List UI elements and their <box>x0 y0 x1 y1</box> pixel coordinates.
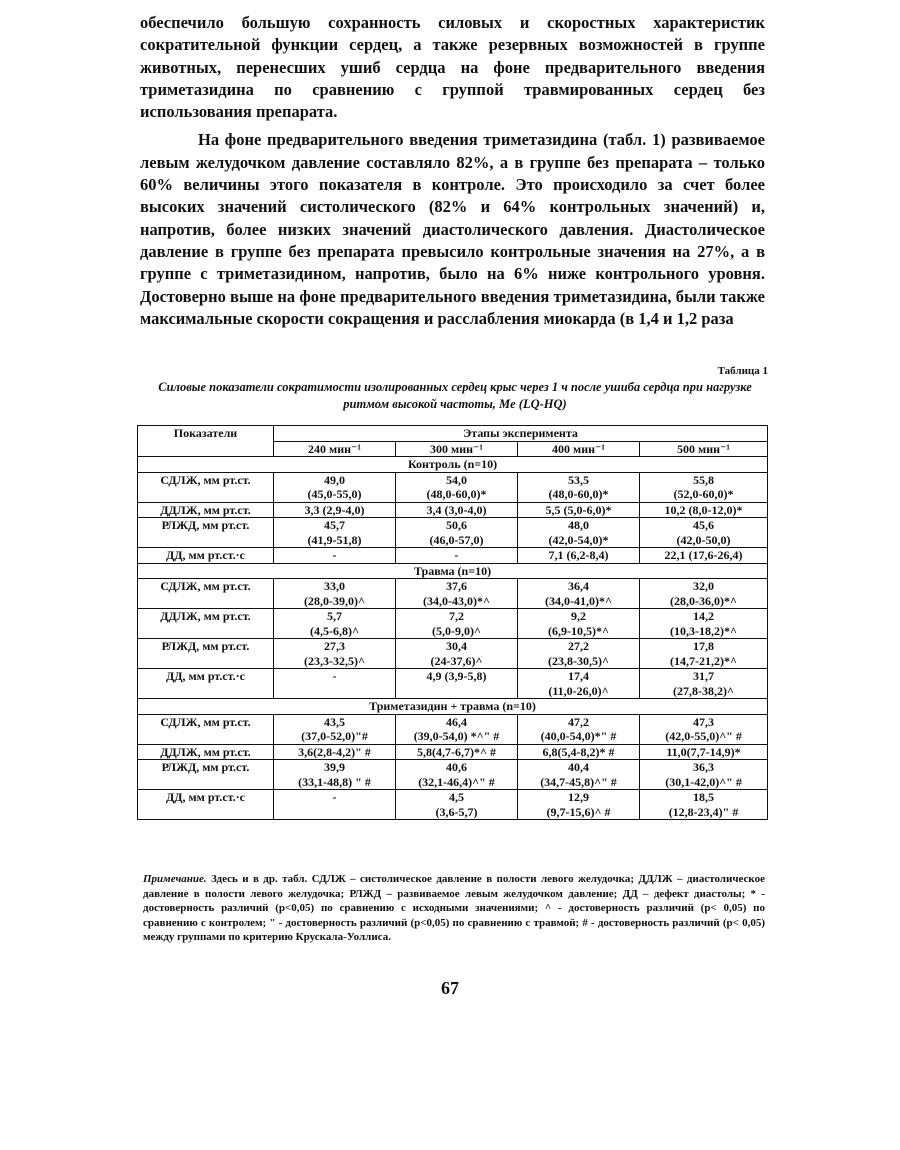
cell-value: 36,3 <box>693 760 715 774</box>
table-cell <box>274 472 396 502</box>
cell-value: 9,2 <box>571 609 586 623</box>
cell-value: 3,6(2,8-4,2)" # <box>298 744 371 759</box>
cell-value: 4,5 <box>449 790 464 804</box>
row-param: СДЛЖ, мм рт.ст. <box>138 714 274 744</box>
table-row <box>138 548 768 564</box>
table-cell <box>274 760 396 790</box>
cell-value: 27,2 <box>568 639 589 653</box>
note-text: Здесь и в др. табл. СДЛЖ – систолическое давление в полости левого желудочка; ДДЛЖ – диастолическое давление в полости левого желудочка; РЛЖД – развиваемое левым желудочком давление; ДД – дефект диастолы; * - достоверность различий (p<0,05) по сравнению с исходными значениями; ^ - достоверность различий (p< 0,05) по сравнению с контролем; " - достоверность различий (p<0,05) по сравнению с травмой; # - достоверность различий (p< 0,05) между группами по критерию Крускала-Уоллиса. <box>143 873 765 943</box>
group-row <box>138 563 768 579</box>
cell-value: 54,0 <box>446 472 467 487</box>
cell-value: 40,6 <box>446 760 467 774</box>
table-cell <box>274 548 396 564</box>
table-cell <box>274 790 396 820</box>
cell-range: (39,0-54,0) *^" # <box>413 729 500 743</box>
cell-value: 5,7 <box>327 609 342 623</box>
cell-range: (9,7-15,6)^ # <box>546 804 611 819</box>
cell-range: (6,9-10,5)*^ <box>548 623 609 638</box>
cell-value: 36,4 <box>568 579 589 593</box>
table-cell <box>396 579 518 609</box>
table-cell <box>640 518 768 548</box>
cell-range: (41,9-51,8) <box>307 532 362 547</box>
table-cell <box>640 502 768 518</box>
table-cell <box>396 744 518 760</box>
cell-value: 49,0 <box>324 472 345 487</box>
cell-value: 5,5 (5,0-6,0)* <box>545 502 612 517</box>
data-table <box>137 425 768 820</box>
cell-value: - <box>332 669 337 683</box>
table-cell <box>396 548 518 564</box>
table-cell <box>640 609 768 639</box>
table-row <box>138 472 768 502</box>
table-note <box>143 872 765 945</box>
cell-value: - <box>332 548 337 562</box>
table-cell <box>640 714 768 744</box>
cell-range: (52,0-60,0)* <box>673 487 734 501</box>
row-param: СДЛЖ, мм рт.ст. <box>138 579 274 609</box>
header-stages: Этапы эксперимента <box>274 426 768 442</box>
cell-range: (30,1-42,0)^" # <box>665 774 742 789</box>
group-row <box>138 699 768 715</box>
table-caption: Силовые показатели сократимости изолированных сердец крыс через 1 ч после ушиба сердца при нагрузке ритмом высокой частоты, Me (LQ-HQ) <box>158 380 752 411</box>
row-param: ДД, мм рт.ст.·с <box>138 790 274 820</box>
group-row <box>138 457 768 473</box>
cell-value: 3,3 (2,9-4,0) <box>304 502 365 517</box>
cell-value: 12,9 <box>568 790 589 804</box>
table-cell <box>518 639 640 669</box>
table-number: Таблица 1 <box>717 365 768 377</box>
table-cell <box>396 518 518 548</box>
cell-value: 30,4 <box>446 639 467 653</box>
cell-value: - <box>332 790 337 804</box>
cell-value: - <box>454 548 459 562</box>
row-param: ДДЛЖ, мм рт.ст. <box>138 744 274 760</box>
table-cell <box>518 790 640 820</box>
cell-value: 17,4 <box>568 669 589 683</box>
group-title: Триметазидин + травма (n=10) <box>138 699 768 715</box>
table-cell <box>396 472 518 502</box>
cell-range: (45,0-55,0) <box>307 487 362 501</box>
row-param: РЛЖД, мм рт.ст. <box>138 518 274 548</box>
table-cell <box>518 502 640 518</box>
table-cell <box>518 609 640 639</box>
cell-range: (5,0-9,0)^ <box>432 623 481 638</box>
table-cell <box>518 760 640 790</box>
cell-value: 47,2 <box>568 714 589 729</box>
cell-value: 33,0 <box>324 579 345 593</box>
cell-value: 48,0 <box>568 518 589 532</box>
table-cell <box>518 579 640 609</box>
cell-range: (42,0-55,0)^" # <box>665 729 742 743</box>
table-body <box>138 457 768 820</box>
table-cell <box>518 548 640 564</box>
cell-range: (24-37,6)^ <box>430 653 483 668</box>
cell-range: (10,3-18,2)*^ <box>670 623 737 638</box>
table-cell <box>274 714 396 744</box>
note-lead: Примечание. <box>143 873 207 885</box>
cell-range: (28,0-36,0)*^ <box>670 593 737 608</box>
table-row <box>138 744 768 760</box>
row-param: ДДЛЖ, мм рт.ст. <box>138 609 274 639</box>
row-param: ДД, мм рт.ст.·с <box>138 548 274 564</box>
table-row <box>138 714 768 744</box>
row-param: СДЛЖ, мм рт.ст. <box>138 472 274 502</box>
table-cell <box>396 669 518 699</box>
cell-value: 17,8 <box>693 639 715 653</box>
table-row <box>138 669 768 699</box>
cell-value: 7,1 (6,2-8,4) <box>548 548 609 562</box>
cell-value: 18,5 <box>693 790 715 804</box>
table-cell <box>396 609 518 639</box>
cell-value: 22,1 (17,6-26,4) <box>664 548 743 562</box>
table-cell <box>518 472 640 502</box>
cell-value: 43,5 <box>324 714 345 729</box>
cell-range: (3,6-5,7) <box>435 804 478 819</box>
table-cell <box>640 579 768 609</box>
table-cell <box>396 790 518 820</box>
cell-range: (11,0-26,0)^ <box>548 683 609 698</box>
cell-value: 53,5 <box>568 472 589 487</box>
cell-range: (23,8-30,5)^ <box>548 653 609 668</box>
cell-range: (23,3-32,5)^ <box>304 653 365 668</box>
table-cell <box>518 669 640 699</box>
row-param: РЛЖД, мм рт.ст. <box>138 760 274 790</box>
table-cell <box>396 639 518 669</box>
table-cell <box>274 669 396 699</box>
stage-240: 240 мин⁻¹ <box>274 441 396 457</box>
table-cell <box>274 639 396 669</box>
table-cell <box>274 744 396 760</box>
cell-range: (42,0-50,0) <box>676 532 731 547</box>
table-cell <box>396 502 518 518</box>
stage-500: 500 мин⁻¹ <box>640 441 768 457</box>
table-cell <box>640 744 768 760</box>
table-cell <box>640 639 768 669</box>
cell-value: 7,2 <box>449 609 464 623</box>
table-cell <box>518 714 640 744</box>
stage-300: 300 мин⁻¹ <box>396 441 518 457</box>
cell-value: 45,7 <box>324 518 345 532</box>
table-cell <box>640 472 768 502</box>
cell-range: (4,5-6,8)^ <box>310 623 359 638</box>
cell-range: (42,0-54,0)* <box>548 532 609 547</box>
paragraph-2: На фоне предварительного введения триметазидина (табл. 1) развиваемое левым желудочком давление составляло 82%, а в группе без препарата – только 60% величины этого показателя в контроле. Это происходило за счет более высоких значений систолического (82% и 64% контрольных значений) и, напротив, более низких значений диастолического давления. Диастолическое давление в группе без препарата превысило контрольные значения на 27%, а в группе с триметазидином, напротив, было на 6% ниже контрольного уровня. Достоверно выше на фоне предварительного введения триметазидина, были также максимальные скорости сокращения и расслабления миокарда (в 1,4 и 1,2 раза <box>140 130 765 328</box>
cell-value: 45,6 <box>693 518 715 532</box>
cell-range: (34,0-43,0)*^ <box>423 593 490 608</box>
cell-range: (37,0-52,0)"# <box>301 729 368 743</box>
table-cell <box>274 579 396 609</box>
cell-range: (12,8-23,4)" # <box>668 804 739 819</box>
paragraph-1: обеспечило большую сохранность силовых и скоростных характеристик сократительной функции сердец, а также резервных возможностей в группе животных, перенесших ушиб сердца на фоне предварительного введения триметазидина по сравнению с группой травмированных сердец без использования препарата. <box>140 13 765 122</box>
cell-value: 27,3 <box>324 639 345 653</box>
cell-value: 55,8 <box>693 472 715 487</box>
cell-range: (40,0-54,0)*" # <box>540 729 617 743</box>
table-cell <box>274 502 396 518</box>
cell-value: 14,2 <box>693 609 715 623</box>
stage-400: 400 мин⁻¹ <box>518 441 640 457</box>
cell-value: 4,9 (3,9-5,8) <box>426 669 487 683</box>
table-cell <box>396 714 518 744</box>
cell-value: 31,7 <box>693 669 715 683</box>
table-cell <box>640 548 768 564</box>
table-cell <box>640 790 768 820</box>
cell-value: 6,8(5,4-8,2)* # <box>542 744 615 759</box>
cell-value: 11,0(7,7-14,9)* <box>666 744 741 759</box>
cell-range: (34,7-45,8)^" # <box>540 774 617 789</box>
table-cell <box>274 609 396 639</box>
cell-value: 3,4 (3,0-4,0) <box>426 502 487 517</box>
table-row <box>138 502 768 518</box>
cell-range: (32,1-46,4)^" # <box>418 774 495 789</box>
cell-range: (46,0-57,0) <box>429 532 484 547</box>
cell-value: 5,8(4,7-6,7)*^ # <box>417 744 496 759</box>
table-cell <box>518 744 640 760</box>
table-row <box>138 518 768 548</box>
cell-value: 10,2 (8,0-12,0)* <box>664 502 743 517</box>
table-row <box>138 790 768 820</box>
group-title: Контроль (n=10) <box>138 457 768 473</box>
table-cell <box>640 669 768 699</box>
cell-value: 32,0 <box>693 579 715 593</box>
cell-value: 39,9 <box>324 760 345 774</box>
cell-range: (33,1-48,8) " # <box>298 774 371 789</box>
cell-range: (48,0-60,0)* <box>426 487 487 501</box>
table-cell <box>274 518 396 548</box>
body-text <box>140 12 765 330</box>
row-param: РЛЖД, мм рт.ст. <box>138 639 274 669</box>
row-param: ДДЛЖ, мм рт.ст. <box>138 502 274 518</box>
cell-value: 37,6 <box>446 579 467 593</box>
cell-range: (14,7-21,2)*^ <box>670 653 737 668</box>
cell-range: (28,0-39,0)^ <box>304 593 365 608</box>
cell-value: 50,6 <box>446 518 467 532</box>
cell-value: 46,4 <box>446 714 467 729</box>
cell-value: 40,4 <box>568 760 589 774</box>
header-param: Показатели <box>138 426 274 457</box>
row-param: ДД, мм рт.ст.·с <box>138 669 274 699</box>
cell-value: 47,3 <box>693 714 715 729</box>
cell-range: (34,0-41,0)*^ <box>545 593 612 608</box>
page-number: 67 <box>441 978 459 998</box>
table-row <box>138 609 768 639</box>
cell-range: (27,8-38,2)^ <box>673 683 734 698</box>
table-row <box>138 760 768 790</box>
table-cell <box>640 760 768 790</box>
group-title: Травма (n=10) <box>138 563 768 579</box>
table-cell <box>396 760 518 790</box>
table-row <box>138 639 768 669</box>
table-row <box>138 579 768 609</box>
table-cell <box>518 518 640 548</box>
cell-range: (48,0-60,0)* <box>548 487 609 501</box>
